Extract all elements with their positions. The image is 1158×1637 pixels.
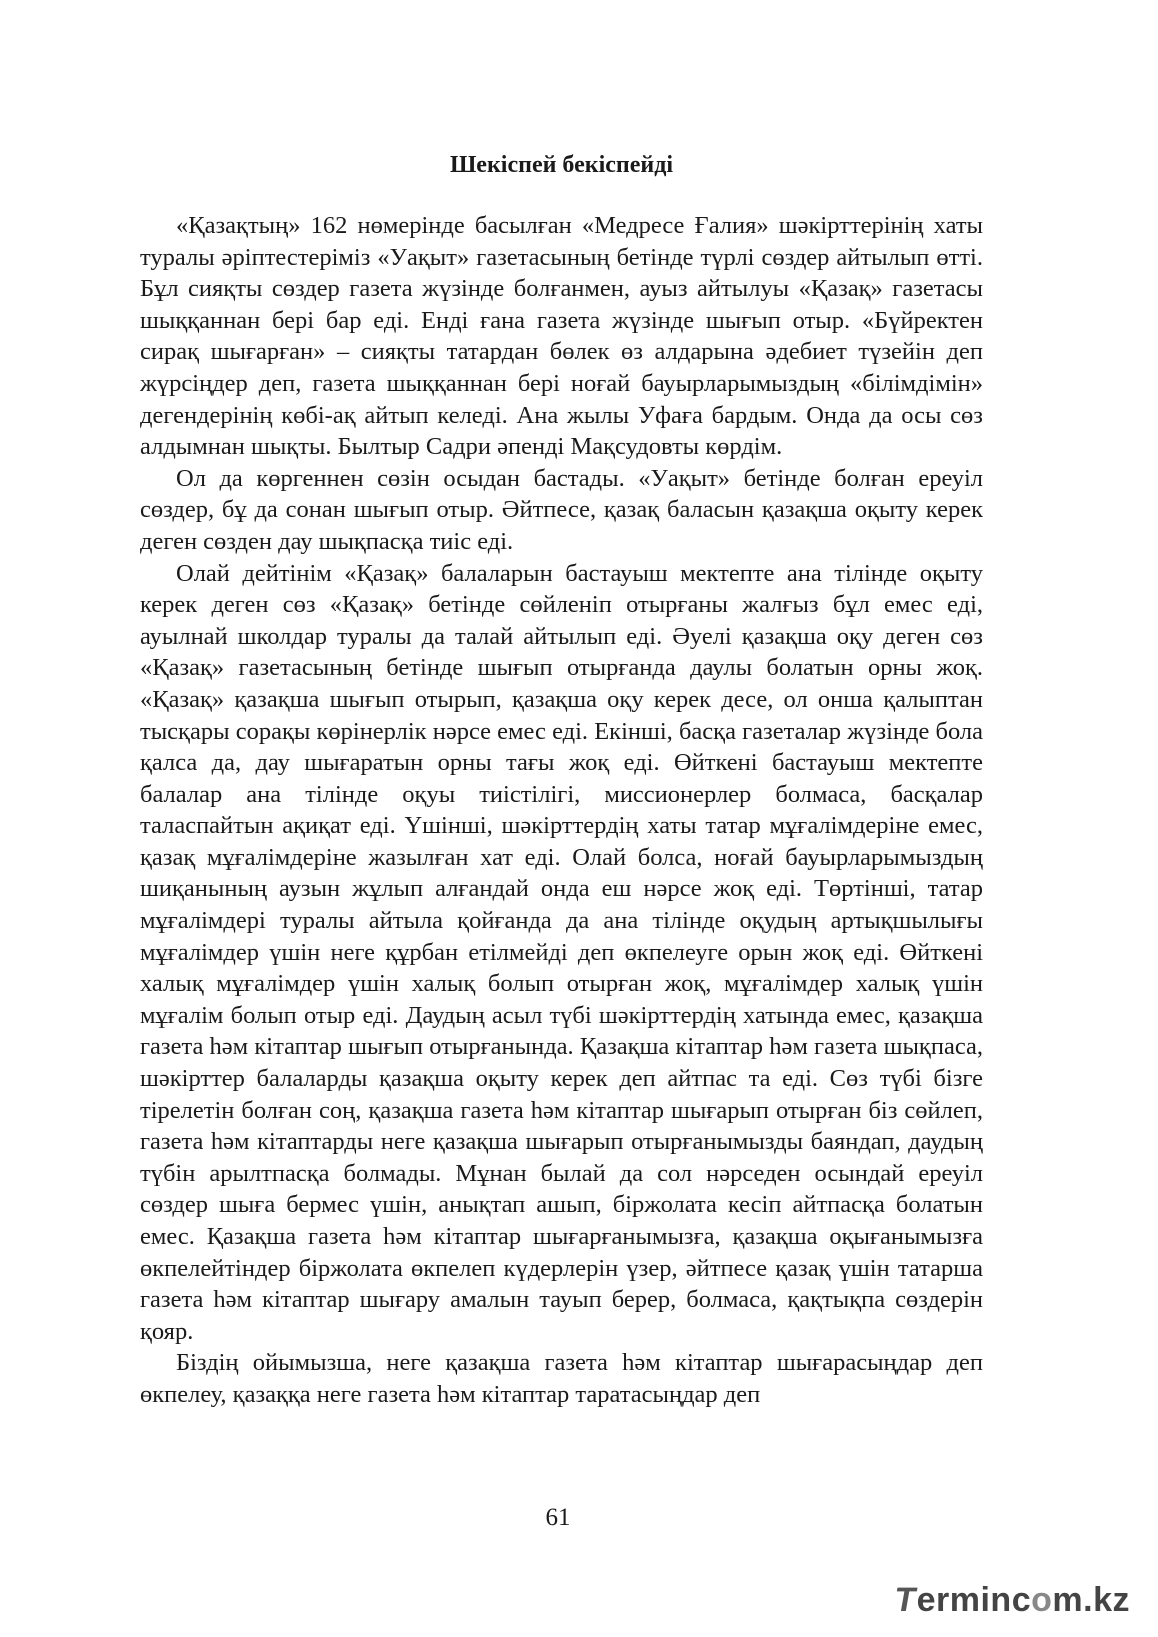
watermark-text: m.kz [1052, 1581, 1130, 1619]
document-body [140, 210, 983, 1411]
paragraph: Біздің ойымызша, неге қазақша газета һәм кітаптар шығарасыңдар деп өкпелеу, қазаққа неге газета һәм кітаптар таратасыңдар деп [140, 1349, 983, 1408]
watermark-text: ermin [916, 1581, 1012, 1619]
watermark-magnifier-icon: o [1031, 1581, 1053, 1619]
paragraph: «Қазақтың» 162 нөмерінде басылған «Медресе Ғалия» шәкірттерінің хаты туралы әріптестеріміз «Уақыт» газетасының бетінде түрлі сөздер айтылып өтті. Бұл сияқты сөздер газета жүзінде болғанмен, ауыз айтылуы «Қазақ» газетасы шыққаннан бері бар еді. Енді ғана газета жүзінде шығып отыр. «Бүйректен сирақ шығарған» – сияқты татардан бөлек өз алдарына әдебиет түзейін деп жүрсіңдер деп, газета шыққаннан бері ноғай бауырларымыздың «білімдімін» дегендерінің көбі-ақ айтып келеді. Ана жылы Уфаға бардым. Онда да осы сөз алдымнан шықты. Былтыр Садри әпенді Мақсудовты көрдім. [140, 212, 983, 461]
watermark-text: c [1011, 1581, 1032, 1619]
page-number: 61 [545, 1504, 571, 1531]
paragraph: Олай дейтінім «Қазақ» балаларын бастауыш мектепте ана тілінде оқыту керек деген сөз «Қазақ» бетінде сөйленіп отырғаны жалғыз бұл емес еді, ауылнай школдар туралы да талай айтылып еді. Әуелі қазақша оқу деген сөз «Қазақ» газетасының бетінде шығып отырғанда даулы болатын орны жоқ. «Қазақ» қазақша шығып отырып, қазақша оқу керек десе, ол онша қалыптан тысқары сорақы көрінерлік нәрсе емес еді. Екінші, басқа газеталар жүзінде бола қалса да, дау шығаратын орны тағы жоқ еді. Өйткені бастауыш мектепте балалар ана тілінде оқуы тиістілігі, миссионерлер болмаса, басқалар таласпайтын ақиқат еді. Үшінші, шәкірттердің хаты татар мұғалімдеріне емес, қазақ мұғалімдеріне жазылған хат еді. Олай болса, ноғай бауырларымыздың шиқанының аузын жұлып алғандай онда еш нәрсе жоқ еді. Төртінші, татар мұғалімдері туралы айтыла қойғанда да ана тілінде оқудың артықшылығы мұғалімдер үшін неге құрбан етілмейді деп өкпелеуге орын жоқ еді. Өйткені халық мұғалімдер үшін халық болып отырған жоқ, мұғалімдер халық үшін мұғалім болып отыр еді. Даудың асыл түбі шәкірттердің хатында емес, қазақша газета һәм кітаптар шығып отырғанында. Қазақша кітаптар һәм газета шықпаса, шәкірттер балаларды қазақша оқыту керек деп айтпас та еді. Сөз түбі бізге тірелетін болған соң, қазақша газета һәм кітаптар шығарып отырған біз сөйлеп, газета һәм кітаптарды неге қазақша шығарып отырғанымызды баяндап, даудың түбін арылтпасқа болмады. Мұнан былай да сол нәрседен осындай ереуіл сөздер шыға бермес үшін, анықтап ашып, біржолата кесіп айтпасқа болатын емес. Қазақша газета һәм кітаптар шығарғанымызға, қазақша оқығанымызға өкпелейтіндер біржолата өкпелеп күдерлерін үзер, әйтпесе қазақ үшін татарша газета һәм кітаптар шығару амалын тауып берер, болмаса, қақтықпа сөздерін қояр. [140, 559, 983, 1345]
document-page [140, 140, 983, 1411]
watermark-letter-t: T [891, 1581, 920, 1619]
termincom-watermark-logo [891, 1580, 1130, 1620]
document-title: Шекіспей бекіспейді [449, 152, 674, 178]
paragraph: Ол да көргеннен сөзін осыдан бастады. «Уақыт» бетінде болған ереуіл сөздер, бұ да сонан шығып отыр. Әйтпесе, қазақ баласын қазақша оқыту керек деген сөзден дау шықпасқа тиіс еді. [140, 464, 983, 555]
